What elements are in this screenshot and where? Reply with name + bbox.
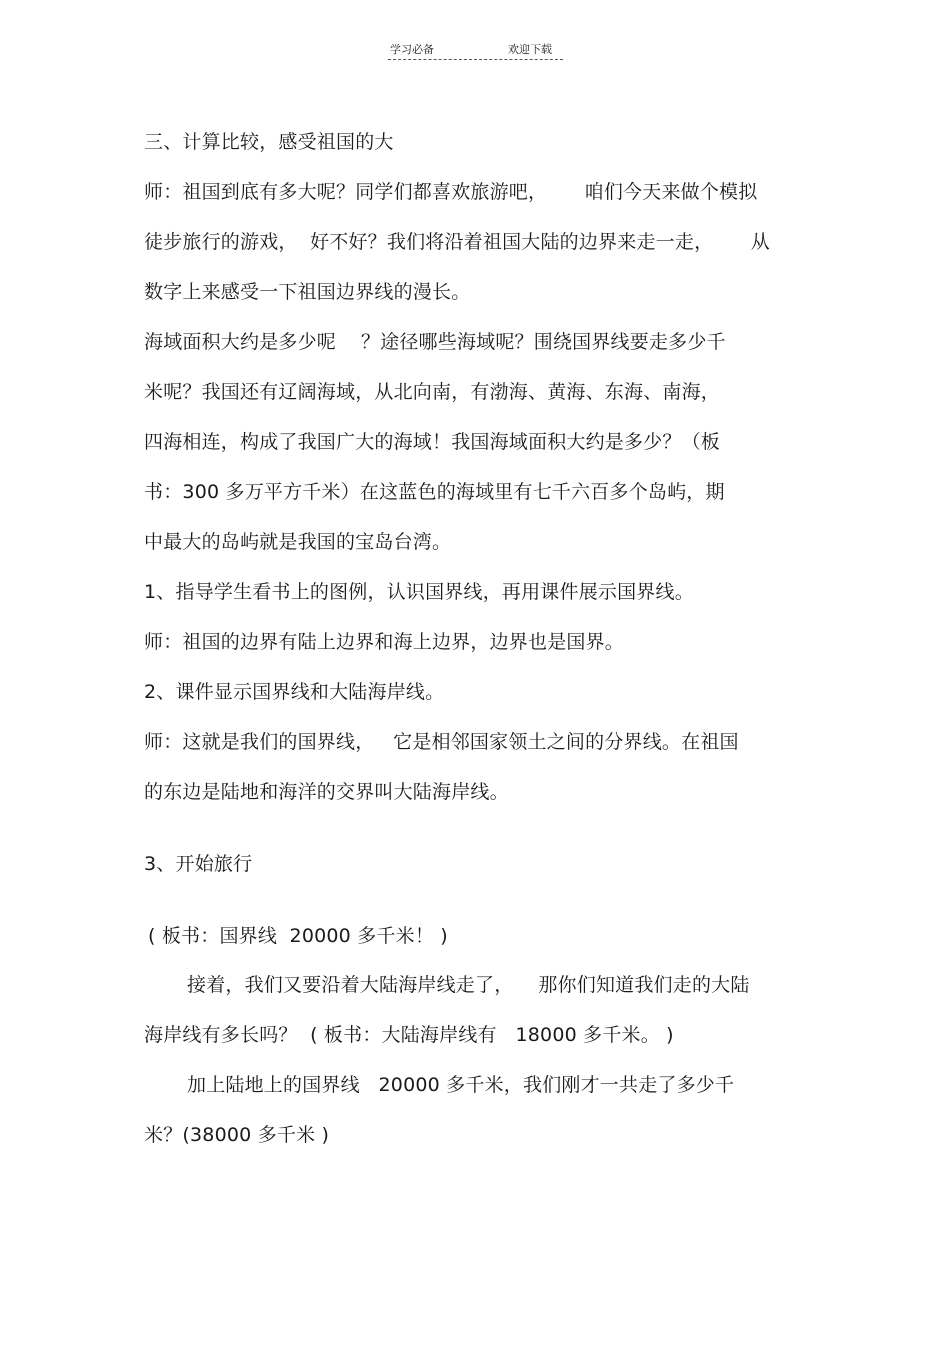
paragraph-line: 接着，我们又要沿着大陆海岸线走了， 那你们知道我们走的大陆 <box>187 974 750 996</box>
paragraph-line: 书：300 多万平方千米）在这蓝色的海域里有七千六百多个岛屿，期 <box>144 481 725 503</box>
paragraph-line: 师：祖国到底有多大呢？同学们都喜欢旅游吧， 咱们今天来做个模拟 <box>144 181 758 203</box>
paragraph-line: 加上陆地上的国界线 20000 多千米，我们刚才一共走了多少千 <box>187 1074 735 1096</box>
paragraph-line: 海岸线有多长吗？ ( 板书：大陆海岸线有 18000 多千米。 ) <box>144 1024 674 1046</box>
paragraph-line: 米呢？我国还有辽阔海域，从北向南，有渤海、黄海、东海、南海， <box>144 381 721 403</box>
paragraph-line: 师：祖国的边界有陆上边界和海上边界，边界也是国界。 <box>144 631 625 653</box>
list-item: 2、课件显示国界线和大陆海岸线。 <box>144 681 445 703</box>
header-right-text: 欢迎下载 <box>508 43 552 56</box>
list-item: 3、开始旅行 <box>144 853 253 875</box>
board-note: ( 板书：国界线 20000 多千米！ ) <box>148 925 448 947</box>
paragraph-line: 师：这就是我们的国界线， 它是相邻国家领土之间的分界线。在祖国 <box>144 731 739 753</box>
paragraph-line: 徒步旅行的游戏， 好不好？我们将沿着祖国大陆的边界来走一走， 从 <box>144 231 770 253</box>
paragraph-line: 四海相连，构成了我国广大的海域！我国海域面积大约是多少？（板 <box>144 431 721 453</box>
paragraph-line: 数字上来感受一下祖国边界线的漫长。 <box>144 281 471 303</box>
paragraph-line: 米？(38000 多千米 ) <box>144 1124 330 1146</box>
list-item: 1、指导学生看书上的图例，认识国界线，再用课件展示国界线。 <box>144 581 694 603</box>
paragraph-line: 海域面积大约是多少呢 ？途径哪些海域呢？围绕国界线要走多少千 <box>144 331 726 353</box>
paragraph-line: 中最大的岛屿就是我国的宝岛台湾。 <box>144 531 452 553</box>
header-left-text: 学习必备 <box>390 43 434 56</box>
section-heading: 三、计算比较，感受祖国的大 <box>144 131 394 153</box>
paragraph-line: 的东边是陆地和海洋的交界叫大陆海岸线。 <box>144 781 509 803</box>
page-header <box>388 39 563 60</box>
